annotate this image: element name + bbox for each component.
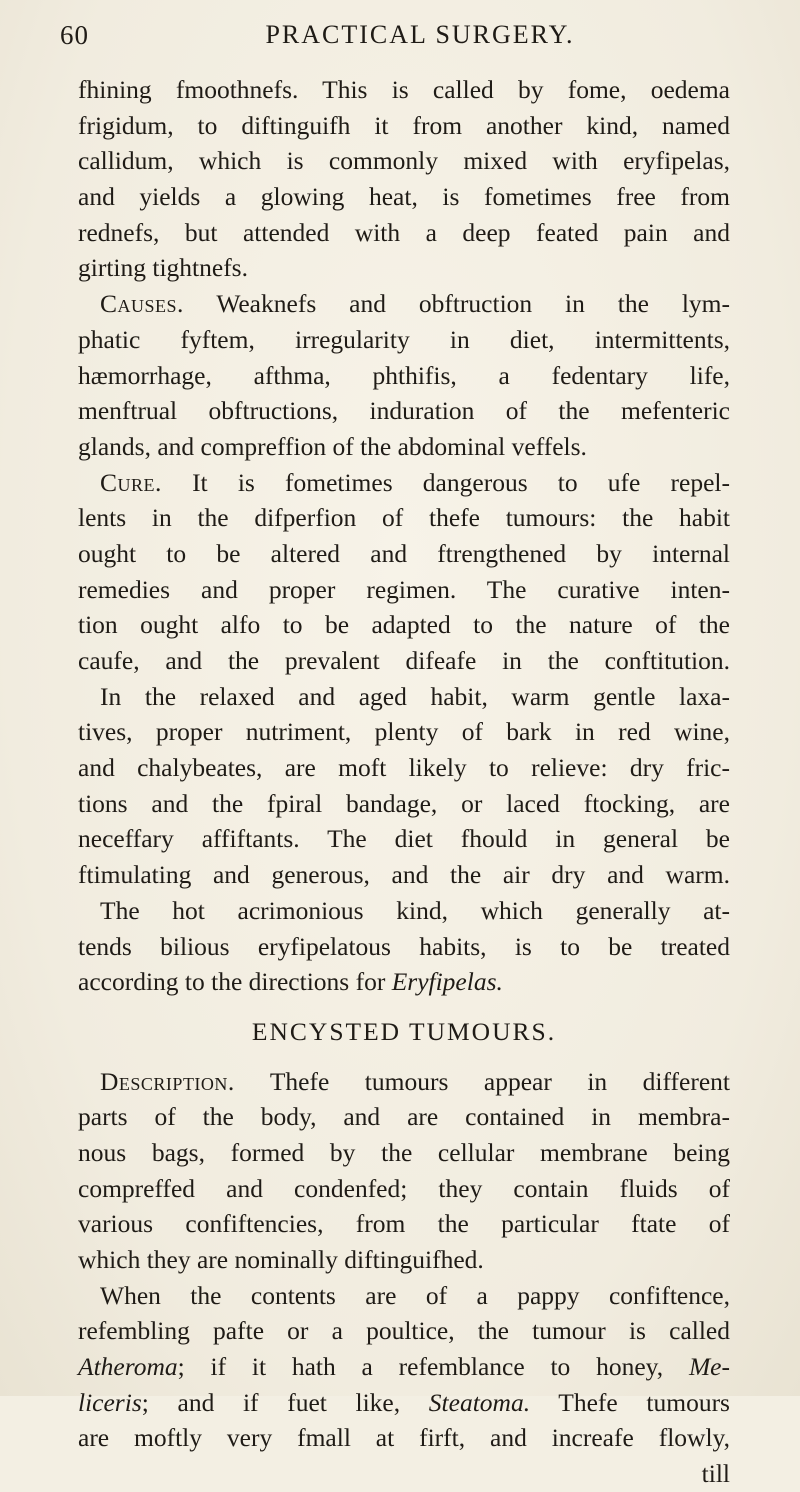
paragraph-oedema	[78, 72, 730, 286]
text-line: parts of the body, and are contained in membra-	[78, 1102, 730, 1132]
text-line: callidum, which is commonly mixed with eryfipelas,	[78, 146, 730, 176]
text-line: ftimulating and generous, and the air dry and warm.	[78, 860, 730, 890]
causes-label: Causes.	[100, 289, 184, 319]
steatoma-term: Steatoma.	[428, 1387, 531, 1417]
text-line: remedies and proper regimen. The curative inten-	[78, 574, 730, 604]
text-line: fhining fmoothnefs. This is called by fome, oedema	[78, 75, 730, 104]
paragraph-description	[78, 1064, 730, 1278]
text-line: compreffed and condenfed; they contain fluids of	[78, 1173, 730, 1203]
text-span: according to the directions for	[78, 967, 392, 997]
text-line	[78, 286, 730, 322]
running-head: PRACTICAL SURGERY.	[265, 20, 575, 49]
text-line: and chalybeates, are moft likely to relieve: dry fric-	[78, 753, 730, 783]
text-line: caufe, and the prevalent difeafe in the conftitution.	[78, 646, 730, 675]
section-gap	[78, 1050, 730, 1064]
text-line: nous bags, formed by the cellular membrane being	[78, 1137, 730, 1167]
text-line: neceffary affiftants. The diet fhould in general be	[78, 824, 730, 854]
text-span: It is fometimes dangerous to ufe repel-	[161, 467, 730, 497]
text-line	[78, 964, 730, 1000]
catchword: till	[701, 1459, 730, 1489]
text-line: phatic fyftem, irregularity in diet, intermittents,	[78, 324, 730, 354]
section-gap	[78, 1000, 730, 1014]
description-label: Description.	[100, 1066, 235, 1096]
text-line: ought to be altered and ftrengthened by internal	[78, 538, 730, 568]
text-line: frigidum, to diftinguifh it from another kind, named	[78, 110, 730, 140]
text-line: tives, proper nutriment, plenty of bark in red wine,	[78, 717, 730, 747]
text-line: rednefs, but attended with a deep feated pain and	[78, 217, 730, 247]
text-line: are moftly very fmall at firft, and increafe flowly,	[78, 1423, 730, 1453]
text-line: tends bilious eryfipelatous habits, is to be treated	[78, 931, 730, 961]
text-line: lents in the difperfion of thefe tumours: the habit	[78, 503, 730, 533]
section-title: ENCYSTED TUMOURS.	[251, 1016, 557, 1046]
paragraph-contents	[78, 1278, 730, 1492]
text-line	[78, 465, 730, 501]
eryfipelas-reference: Eryfipelas.	[391, 967, 503, 997]
paragraph-cure	[78, 465, 730, 893]
text-line	[78, 1385, 730, 1421]
body-text	[78, 72, 730, 1492]
page-number: 60	[60, 20, 89, 50]
text-line: refembling pafte or a poultice, the tumour is called	[78, 1316, 730, 1346]
text-line: The hot acrimonious kind, which generally at-	[100, 895, 730, 925]
paragraph-causes	[78, 286, 730, 464]
text-span: Weaknefs and obftruction in the lym-	[183, 289, 730, 319]
paragraph-hot-kind	[78, 893, 730, 1000]
text-line	[78, 1064, 730, 1100]
text-span: ; if it hath a refemblance to honey,	[177, 1352, 689, 1382]
text-span: ; and if fuet like,	[141, 1387, 429, 1417]
text-line: various confiftencies, from the particular ftate of	[78, 1209, 730, 1239]
cure-label: Cure.	[100, 467, 162, 497]
text-line: tion ought alfo to be adapted to the nature of the	[78, 610, 730, 640]
page-header	[60, 20, 740, 56]
text-line: and yields a glowing heat, is fometimes free from	[78, 182, 730, 212]
text-line: tions and the fpiral bandage, or laced ftocking, are	[78, 788, 730, 818]
text-line: In the relaxed and aged habit, warm gentle laxa-	[100, 681, 730, 711]
meliceris-term: Me-	[688, 1352, 730, 1382]
text-line: which they are nominally diftinguifhed.	[78, 1245, 484, 1274]
text-span: Thefe tumours	[530, 1387, 730, 1417]
text-line: menftrual obftructions, induration of the mefenteric	[78, 396, 730, 426]
text-line	[78, 1349, 730, 1385]
text-line: glands, and compreffion of the abdominal veffels.	[78, 431, 587, 461]
text-line: hæmorrhage, afthma, phthifis, a fedentary life,	[78, 360, 730, 390]
text-line: When the contents are of a pappy confiftence,	[100, 1280, 730, 1310]
text-line: girting tightnefs.	[78, 253, 248, 283]
meliceris-term: liceris	[78, 1387, 142, 1417]
text-span: Thefe tumours appear in different	[234, 1066, 730, 1096]
atheroma-term: Atheroma	[78, 1352, 178, 1382]
